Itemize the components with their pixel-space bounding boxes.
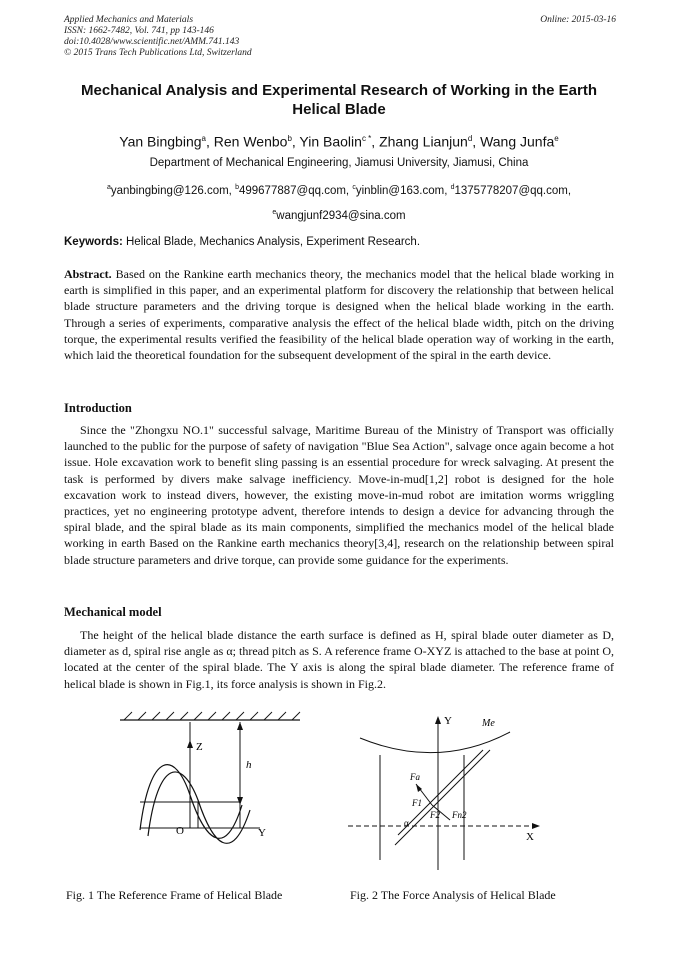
moment-arc xyxy=(360,732,510,753)
fig2-label-f1: F1 xyxy=(412,798,422,808)
title-line-2: Helical Blade xyxy=(292,101,386,118)
email-address: 1375778207@qq.com xyxy=(454,184,568,197)
fig1-label-z: Z xyxy=(196,741,203,753)
keywords-label: Keywords: xyxy=(64,236,123,248)
email-sup: b xyxy=(235,184,239,191)
introduction-paragraph: Since the "Zhongxu NO.1" successful salvage, Maritime Bureau of the Ministry of Transport was officially launched to the public for the purpose of safety of navigation "Blue Sea Action", salvage once again become a hot issue. Hole excavation work to benefit sling passing is an essential procedure for wreck salvaging. At present the task is performed by divers make salvage inefficiency. Move-in-mud[1,2] robot is designed for the hole excavation work to instead divers, however, the existing move-in-mud robot are imitation worms wriggling practices, yet no engineering prototype advent, therefore intends to design a device for advancing through the spiral blade, and the spiral blade as its main components, simplified the mechanics model of the helical blade working in earth Based on the Rankine earth mechanics theory[3,4], research on the relationship between spiral blade structure parameters and drive torque, can provide some guidance for the experiments. xyxy=(64,423,614,567)
email-line-1: $^a$yanbingbing@126.com, $^b$499677887@qq.com, $^c$yinblin@163.com, $^d$1375778207@qq.com, xyxy=(106,184,572,197)
figure-1-reference-frame xyxy=(110,710,310,878)
helical-blade-curve-back xyxy=(148,772,250,843)
fig2-label-me: Me xyxy=(482,718,495,729)
email-sup: e xyxy=(272,208,277,216)
fig2-x-arrow xyxy=(532,823,540,829)
online-date: Online: 2015-03-16 xyxy=(540,15,616,25)
blade-shaft-left xyxy=(140,802,198,828)
blade-surface-line xyxy=(395,750,490,845)
author-sup: e xyxy=(554,134,559,143)
introduction-heading: Introduction xyxy=(64,401,132,415)
fig2-label-f2: F2 xyxy=(430,810,440,820)
fig2-y-arrow xyxy=(435,716,441,724)
earth-hatching xyxy=(124,712,300,720)
email-line-2 xyxy=(40,202,638,227)
figure-2-force-analysis xyxy=(340,710,560,878)
doi-line: doi:10.4028/www.scientific.net/AMM.741.143 xyxy=(64,37,240,47)
author-sup: c * xyxy=(361,134,372,143)
email-address: yinblin@163.com xyxy=(355,184,445,197)
abstract-label: Abstract. xyxy=(64,267,112,281)
fig2-label-fa: Fa xyxy=(410,772,420,782)
email-sup: d xyxy=(450,184,455,191)
blade-shaft-right xyxy=(198,802,240,828)
author-sup: a xyxy=(201,134,206,143)
journal-name: Applied Mechanics and Materials xyxy=(64,15,194,25)
author-name: Yan Bingbing xyxy=(119,133,202,150)
keywords-line xyxy=(64,236,616,248)
paper-title xyxy=(50,81,628,119)
height-arrow-top xyxy=(237,722,243,730)
author-name: Ren Wenbo xyxy=(213,133,288,150)
fig1-label-y: Y xyxy=(258,827,266,839)
author-list: Yan Bingbing$^a$, Ren Wenbo$^b$, Yin Baolin$^{c *}$, Zhang Lianjun$^d$, Wang Junfa$^e$ xyxy=(119,133,559,150)
email-address: yanbingbing@126.com xyxy=(110,184,229,197)
title-line-1: Mechanical Analysis and Experimental Research of Working in the Earth xyxy=(81,82,597,99)
fig2-label-alpha: α xyxy=(404,818,409,828)
author-name: Wang Junfa xyxy=(480,133,555,150)
email-address: wangjunf2934@sina.com xyxy=(276,209,406,222)
journal-header xyxy=(64,15,616,59)
affiliation: Department of Mechanical Engineering, Jiamusi University, Jiamusi, China xyxy=(149,157,529,169)
author-name: Zhang Lianjun xyxy=(379,133,468,150)
copyright-line: © 2015 Trans Tech Publications Ltd, Switzerland xyxy=(64,48,252,58)
fig2-label-y: Y xyxy=(444,715,452,727)
email-sup: c xyxy=(352,184,356,191)
figure-1-caption: Fig. 1 The Reference Frame of Helical Blade xyxy=(66,888,283,902)
author-sup: d xyxy=(467,134,473,143)
mechanical-model-paragraph: The height of the helical blade distance the earth surface is defined as H, spiral blade outer diameter as D, diameter as d, spiral rise angle as α; thread pitch as S. A reference frame O-XYZ is attached to the base at point O, located at the center of the spiral blade. The Y axis is along the spiral blade diameter. The reference frame of helical blade is shown in Fig.1, its force analysis is shown in Fig.2. xyxy=(64,628,614,691)
z-axis-arrow xyxy=(187,740,193,748)
fig1-label-o: O xyxy=(176,825,184,837)
author-emails xyxy=(40,177,638,227)
fig2-label-fn2: Fn2 xyxy=(452,810,467,820)
abstract-text: Based on the Rankine earth mechanics theory, the mechanics model that the helical blade working in earth is simplified in this paper, and an experimental platform for discovery the relationship that between helical blade structure parameters and the driving torque is designed when the helical blade working in the earth. Through a series of experiments, comparative analysis the effect of the helical blade width, pitch on the driving torque, the experimental results verified the feasibility of the helical blade operation way of working in the earth, which laid the theoretical foundation for the subsequent development of the spiral in the earth device. xyxy=(64,267,614,363)
blade-surface-line-2 xyxy=(398,750,483,835)
author-name: Yin Baolin xyxy=(299,133,362,150)
issn-line: ISSN: 1662-7482, Vol. 741, pp 143-146 xyxy=(64,26,214,36)
keywords-text: Helical Blade, Mechanics Analysis, Experiment Research. xyxy=(122,236,421,248)
mechanical-model-heading: Mechanical model xyxy=(64,605,162,619)
fig2-label-x: X xyxy=(526,831,534,843)
fig1-label-h: h xyxy=(246,759,252,771)
email-address: 499677887@qq.com xyxy=(238,184,346,197)
figure-2-caption: Fig. 2 The Force Analysis of Helical Blade xyxy=(350,888,556,902)
email-sup: a xyxy=(106,184,111,191)
abstract-paragraph xyxy=(64,266,614,363)
author-sup: b xyxy=(287,134,292,143)
